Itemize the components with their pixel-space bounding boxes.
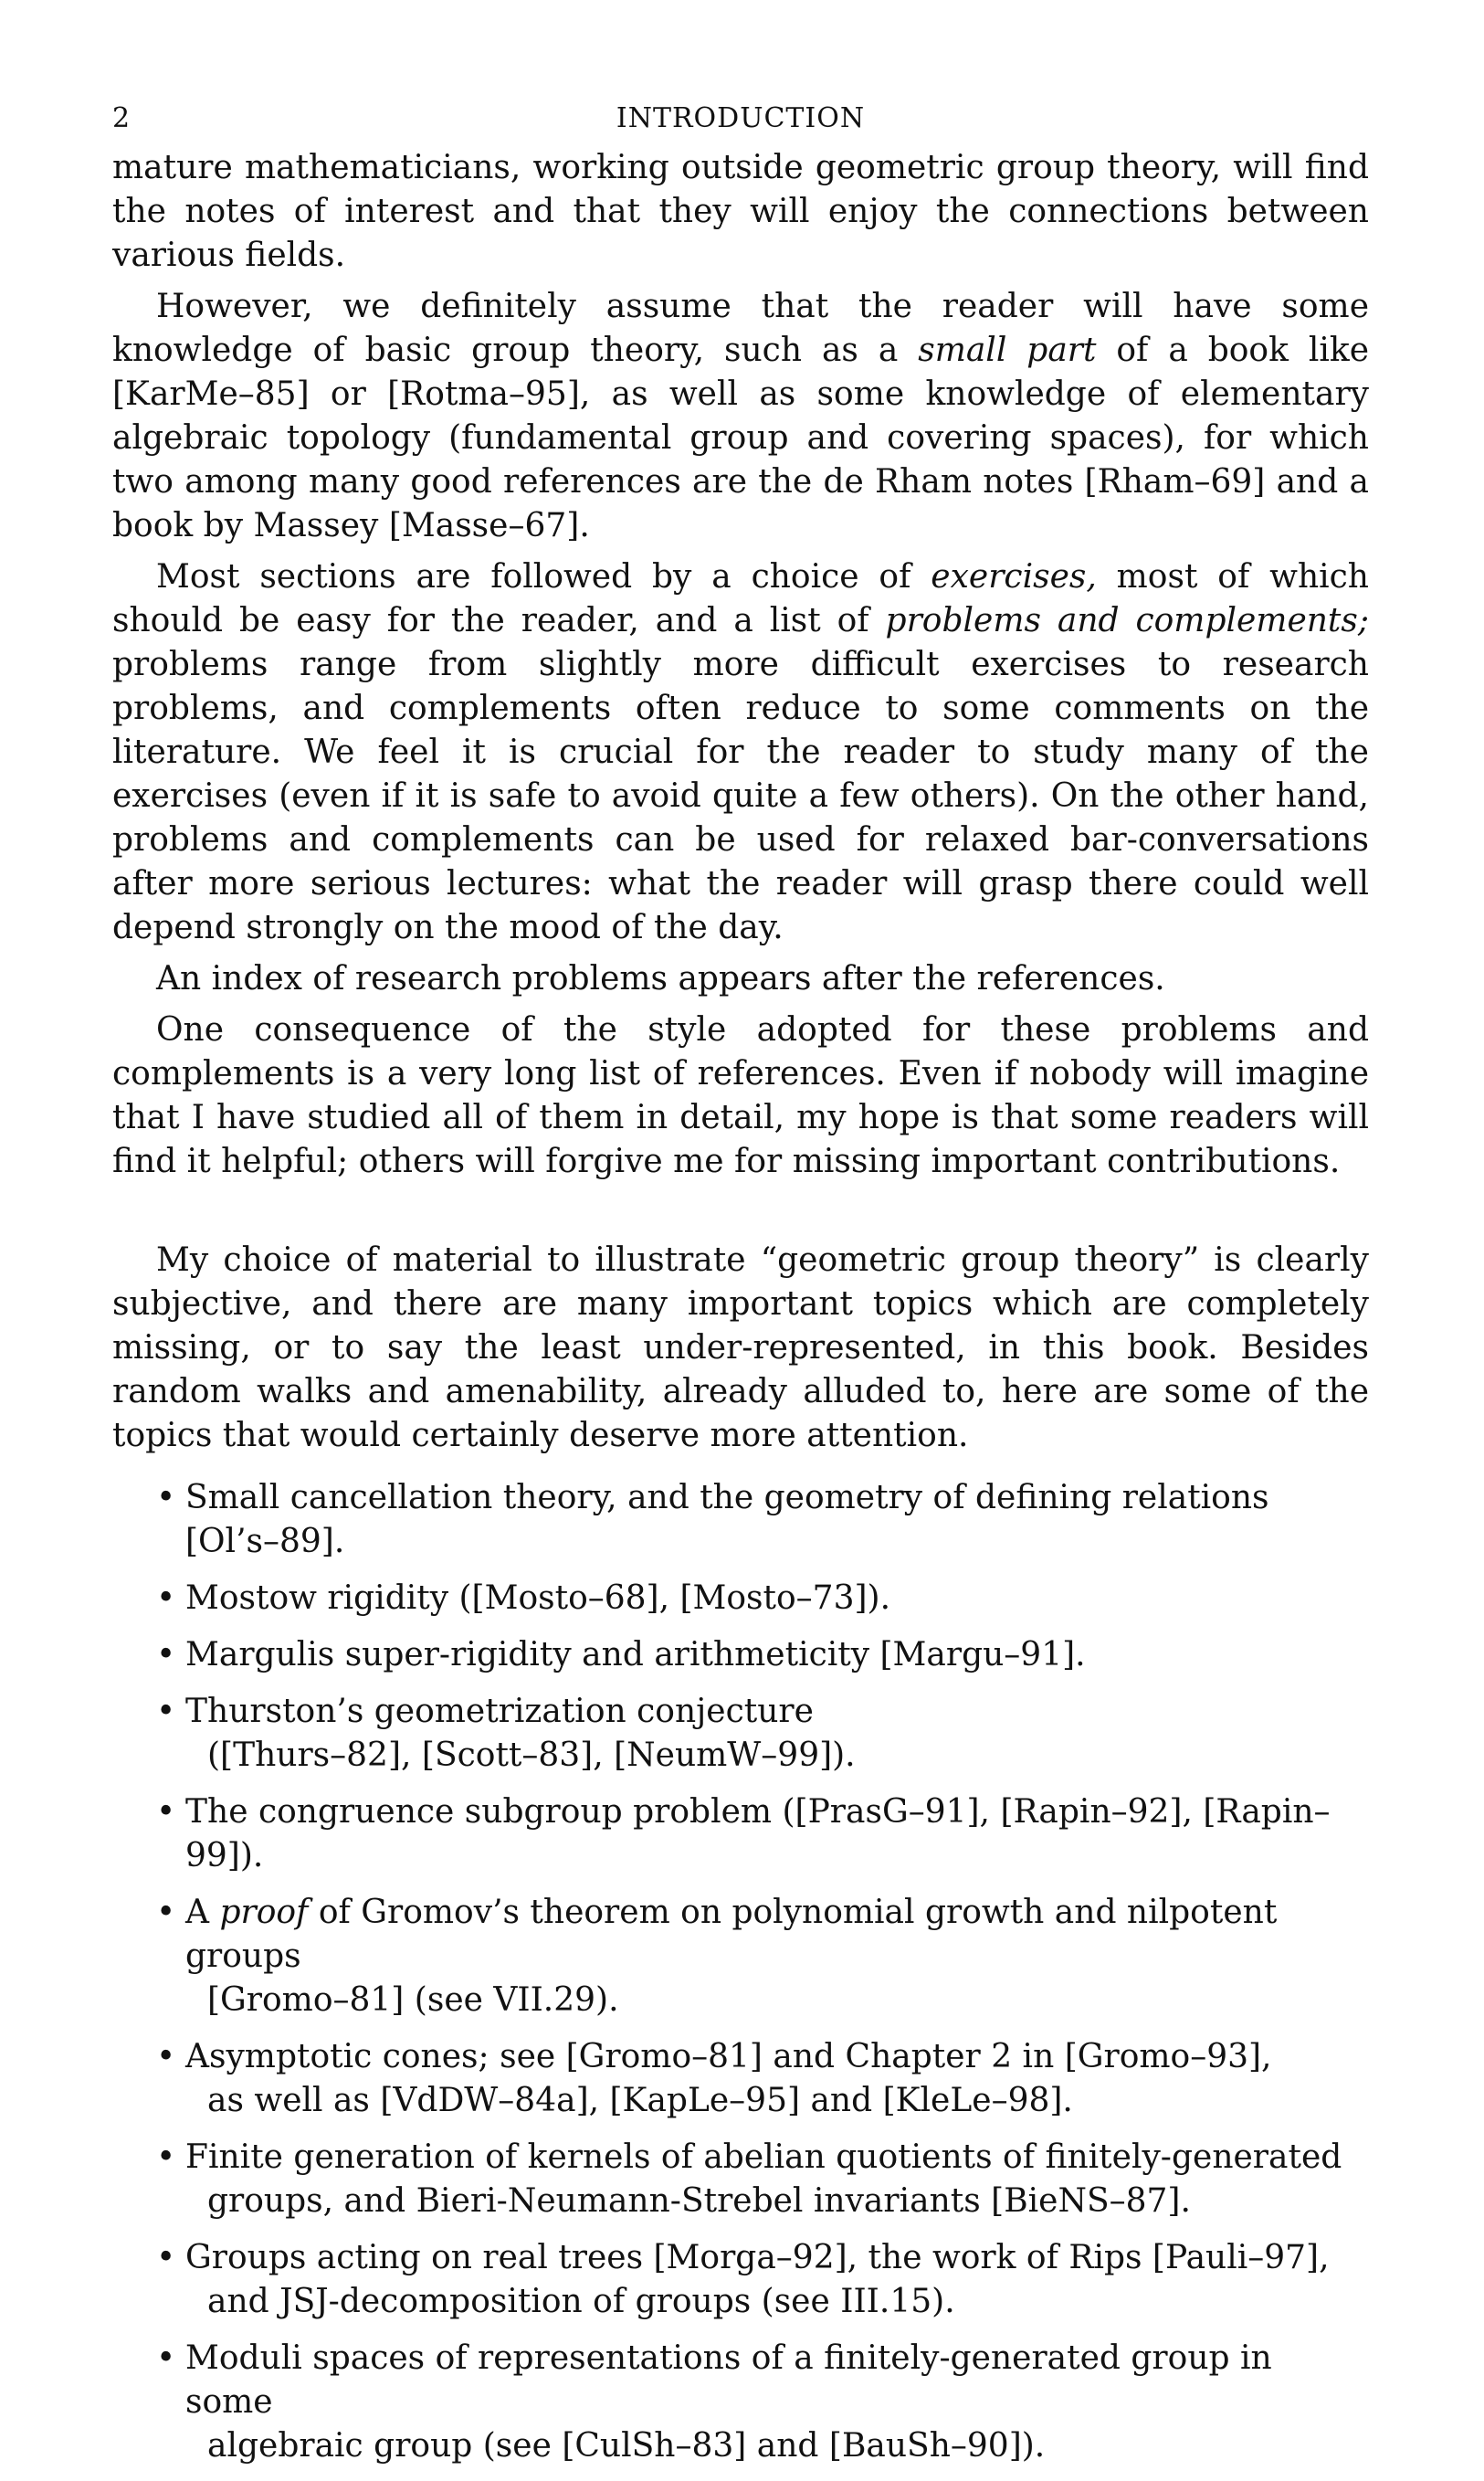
list-item-text: A <box>185 1894 220 1931</box>
list-item <box>112 2136 1369 2223</box>
list-item <box>112 1790 1369 1878</box>
list-item <box>112 1690 1369 1778</box>
list-item <box>112 2337 1369 2468</box>
list-item-text: Small cancellation theory, and the geometry of defining relations [Ol’s–89]. <box>185 1479 1269 1560</box>
list-item <box>112 1476 1369 1564</box>
paragraph-2-text-b: of a book like [KarMe–85] or [Rotma–95], as well as some knowledge of elementary algebraic topology (fundamental group and covering spaces), for which two among many good references are the de Rham notes [Rham–69] and a book by Massey [Masse–67]. <box>112 332 1369 544</box>
page-header <box>112 91 1369 146</box>
bullet-icon: • <box>156 2239 176 2276</box>
topics-list <box>112 1476 1369 2468</box>
list-item-text: Margulis super-rigidity and arithmeticity [Margu–91]. <box>185 1636 1086 1673</box>
bullet-icon: • <box>156 2038 176 2075</box>
bullet-icon: • <box>156 1793 176 1831</box>
list-item-text: Thurston’s geometrization conjecture <box>185 1693 814 1730</box>
bullet-icon: • <box>156 1579 176 1617</box>
list-item <box>112 2035 1369 2123</box>
list-item-text: Mostow rigidity ([Mosto–68], [Mosto–73]). <box>185 1579 891 1617</box>
section-gap <box>112 1191 1369 1239</box>
list-item-continuation: [Gromo–81] (see VII.29). <box>207 1981 619 2019</box>
paragraph-3 <box>112 555 1369 950</box>
paragraph-5: One consequence of the style adopted for these problems and complements is a very long list of references. Even if nobody will imagine that I have studied all of them in detail, my hope is that some readers will find it helpful; others will forgive me for missing important contributions. <box>112 1011 1369 1180</box>
paragraph-3-text-b: most of which should be easy for the reader, and a list of <box>112 558 1369 639</box>
list-item <box>112 2236 1369 2324</box>
paragraph-3-text-c: problems range from slightly more difficult exercises to research problems, and complements often reduce to some comments on the literature. We feel it is crucial for the reader to study many of the exercises (even if it is safe to avoid quite a few others). On the other hand, problems and complements can be used for relaxed bar-conversations after more serious lectures: what the reader will grasp there could well depend strongly on the mood of the day. <box>112 646 1369 946</box>
list-item-text: Finite generation of kernels of abelian quotients of finitely-generated <box>185 2138 1342 2176</box>
paragraph-4: An index of research problems appears after the references. <box>156 960 1165 998</box>
paragraph-3-emphasis-problems: problems and complements; <box>885 602 1369 639</box>
running-head: INTRODUCTION <box>616 102 866 134</box>
bullet-icon: • <box>156 1894 176 1931</box>
paragraph-1: mature mathematicians, working outside geometric group theory, will find the notes of interest and that they will enjoy the connections between various fields. <box>112 149 1369 274</box>
list-item-text: Moduli spaces of representations of a finitely-generated group in some <box>185 2339 1272 2421</box>
list-item-text: of Gromov’s theorem on polynomial growth and nilpotent groups <box>185 1894 1278 1975</box>
body-text <box>112 146 1369 2468</box>
list-item-continuation: groups, and Bieri-Neumann-Strebel invariants [BieNS–87]. <box>207 2182 1191 2220</box>
paragraph-6: My choice of material to illustrate “geometric group theory” is clearly subjective, and there are many important topics which are completely missing, or to say the least under-represented, in this book. Besides random walks and amenability, already alluded to, here are some of the topics that would certainly deserve more attention. <box>112 1241 1369 1454</box>
list-item-emphasis: proof <box>219 1894 309 1931</box>
paragraph-3-text-a: Most sections are followed by a choice of <box>156 558 931 596</box>
list-item-continuation: as well as [VdDW–84a], [KapLe–95] and [KleLe–98]. <box>207 2082 1073 2119</box>
list-item-continuation: algebraic group (see [CulSh–83] and [BauSh–90]). <box>207 2427 1046 2465</box>
bullet-icon: • <box>156 1636 176 1673</box>
list-item-continuation: ([Thurs–82], [Scott–83], [NeumW–99]). <box>207 1737 856 1774</box>
list-item-text: The congruence subgroup problem ([PrasG–91], [Rapin–92], [Rapin–99]). <box>185 1793 1331 1874</box>
list-item-text: Groups acting on real trees [Morga–92], the work of Rips [Pauli–97], <box>185 2239 1330 2276</box>
list-item <box>112 1633 1369 1677</box>
list-item-continuation: and JSJ-decomposition of groups (see III.15). <box>207 2283 955 2320</box>
book-page <box>112 91 1369 2481</box>
paragraph-2-text-a: However, we definitely assume that the reader will have some knowledge of basic group theory, such as a <box>112 288 1369 369</box>
paragraph-2 <box>112 285 1369 548</box>
list-item <box>112 1577 1369 1621</box>
paragraph-3-emphasis-exercises: exercises, <box>931 558 1097 596</box>
bullet-icon: • <box>156 2138 176 2176</box>
bullet-icon: • <box>156 1479 176 1516</box>
page-number: 2 <box>112 102 131 134</box>
paragraph-2-emphasis: small part <box>918 332 1097 369</box>
bullet-icon: • <box>156 1693 176 1730</box>
list-item-text: Asymptotic cones; see [Gromo–81] and Chapter 2 in [Gromo–93], <box>185 2038 1272 2075</box>
list-item <box>112 1891 1369 2022</box>
bullet-icon: • <box>156 2339 176 2377</box>
